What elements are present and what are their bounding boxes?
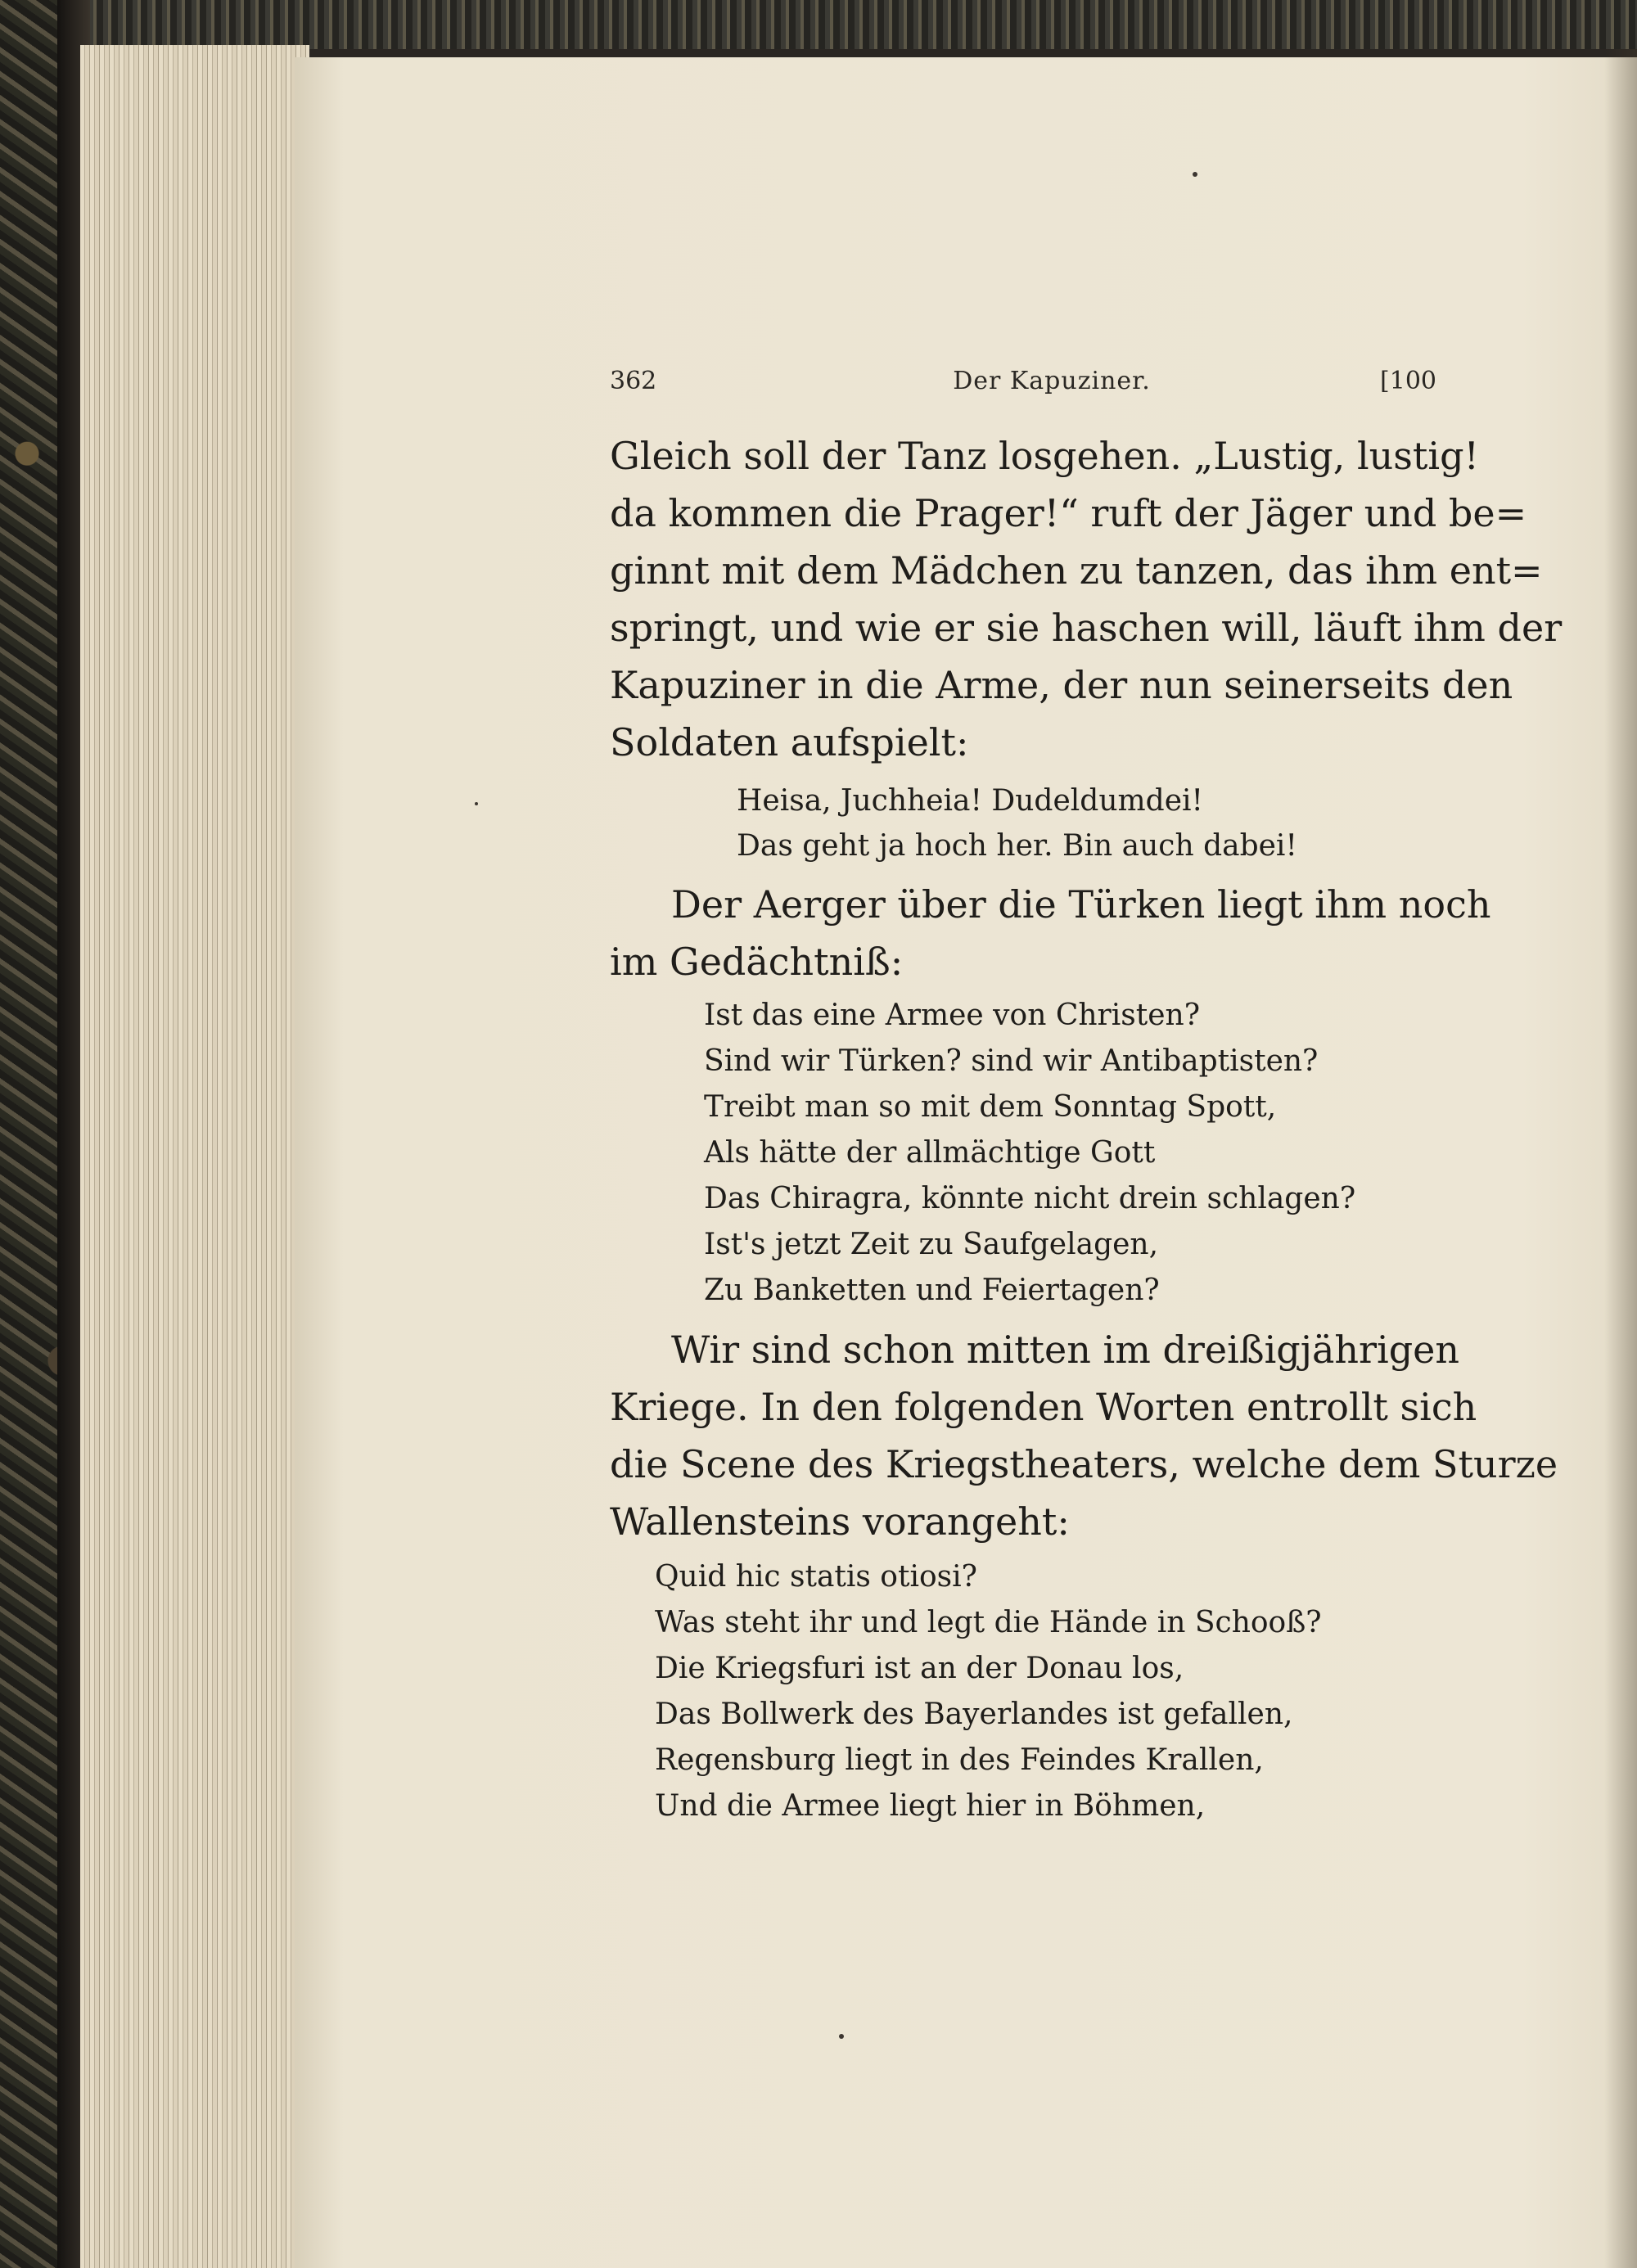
text-line: die Scene des Kriegstheaters, welche dem Sturze (610, 1442, 1558, 1486)
text-line: da kommen die Prager!“ ruft der Jäger und be= (610, 491, 1527, 535)
verse-line: Das geht ja hoch her. Bin auch dabei! (737, 829, 1297, 863)
paper-speck (1193, 172, 1197, 177)
text-line: ginnt mit dem Mädchen zu tanzen, das ihm ent= (610, 548, 1543, 593)
verse-line: Heisa, Juchheia! Dudeldumdei! (737, 784, 1203, 818)
verse-line: Das Bollwerk des Bayerlandes ist gefallen, (655, 1698, 1293, 1731)
gutter-shadow (1604, 49, 1637, 2268)
text-line: Wir sind schon mitten im dreißigjährigen (671, 1328, 1460, 1372)
text-line: Kriege. In den folgenden Worten entrollt sich (610, 1385, 1477, 1429)
verse-line: Ist's jetzt Zeit zu Saufgelagen, (704, 1228, 1159, 1261)
text-line: Kapuziner in die Arme, der nun seinerseits den (610, 663, 1513, 707)
text-line: Soldaten aufspielt: (610, 720, 969, 764)
verse-line: Treibt man so mit dem Sonntag Spott, (704, 1090, 1277, 1124)
paper-speck (475, 802, 478, 805)
text-line: springt, und wie er sie haschen will, läuft ihm der (610, 606, 1563, 650)
text-line: Wallensteins vorangeht: (610, 1499, 1070, 1544)
text-line: Gleich soll der Tanz losgehen. „Lustig, lustig! (610, 434, 1480, 478)
binding-top-strip (0, 0, 1637, 49)
page-number: 362 (610, 367, 657, 395)
text-line: im Gedächtniß: (610, 940, 904, 984)
section-mark: [100 (1380, 367, 1436, 395)
verse-line: Was steht ihr und legt die Hände in Schooß? (655, 1606, 1322, 1639)
text-line: Der Aerger über die Türken liegt ihm noch (671, 882, 1491, 927)
verse-line: Ist das eine Armee von Christen? (704, 999, 1201, 1032)
running-title: Der Kapuziner. (953, 367, 1151, 395)
verse-line: Zu Banketten und Feiertagen? (704, 1274, 1160, 1307)
verse-line: Quid hic statis otiosi? (655, 1560, 977, 1594)
running-header (610, 367, 1436, 404)
verse-line: Regensburg liegt in des Feindes Krallen, (655, 1743, 1264, 1777)
verse-line: Als hätte der allmächtige Gott (704, 1136, 1156, 1170)
verse-line: Sind wir Türken? sind wir Antibaptisten? (704, 1044, 1319, 1078)
verse-line: Die Kriegsfuri ist an der Donau los, (655, 1652, 1184, 1685)
verse-line: Und die Armee liegt hier in Böhmen, (655, 1789, 1206, 1823)
page-edges (80, 45, 309, 2268)
verse-line: Das Chiragra, könnte nicht drein schlagen? (704, 1182, 1356, 1215)
paper-speck (839, 2034, 844, 2039)
